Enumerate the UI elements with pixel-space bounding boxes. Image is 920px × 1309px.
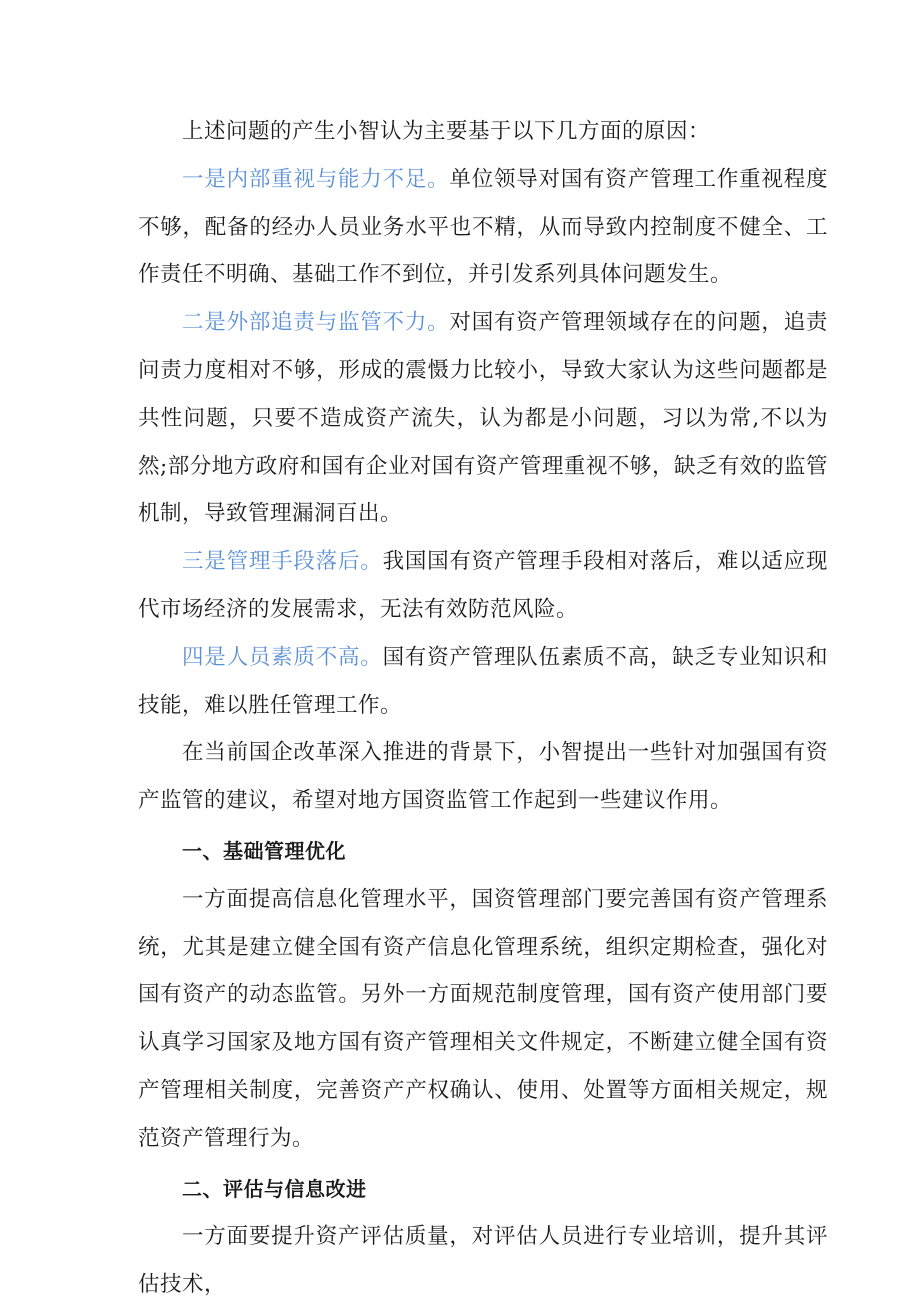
reason-text-4: 国有资产管理队伍素质不高，缺乏专业知识和技能，难以胜任管理工作。	[138, 644, 828, 718]
reason-paragraph-2	[138, 299, 828, 538]
section-2-heading: 二、评估与信息改进	[182, 1176, 367, 1201]
reason-lead-1: 一是内部重视与能力不足。	[182, 166, 450, 192]
intro-paragraph	[138, 108, 828, 156]
section-1-paragraph	[138, 876, 828, 1163]
document-body	[138, 108, 828, 1309]
reason-paragraph-4	[138, 634, 828, 730]
reason-lead-3: 三是管理手段落后。	[182, 549, 383, 575]
transition-paragraph	[138, 729, 828, 825]
reason-text-2: 对国有资产管理领域存在的问题，追责问责力度相对不够，形成的震慑力比较小，导致大家认为这些问题都是共性问题，只要不造成资产流失，认为都是小问题，习以为常,不以为然;部分地方政府和国有企业对国有资产管理重视不够，缺乏有效的监管机制，导致管理漏洞百出。	[138, 310, 828, 527]
reason-text-3: 我国国有资产管理手段相对落后，难以适应现代市场经济的发展需求，无法有效防范风险。	[138, 549, 828, 622]
transition-text: 在当前国企改革深入推进的背景下，小智提出一些针对加强国有资产监管的建议，希望对地方国资监管工作起到一些建议作用。	[138, 740, 828, 814]
reason-lead-2: 二是外部追责与监管不力。	[182, 310, 450, 336]
intro-text: 上述问题的产生小智认为主要基于以下几方面的原因：	[182, 119, 711, 144]
section-2-paragraph	[138, 1213, 828, 1309]
reason-lead-4: 四是人员素质不高。	[182, 644, 383, 670]
section-2-text: 一方面要提升资产评估质量，对评估人员进行专业培训，提升其评估技术，	[138, 1224, 828, 1298]
section-1-text: 一方面提高信息化管理水平，国资管理部门要完善国有资产管理系统，尤其是建立健全国有资产信息化管理系统，组织定期检查，强化对国有资产的动态监管。另外一方面规范制度管理，国有资产使用部门要认真学习国家及地方国有资产管理相关文件规定，不断建立健全国有资产管理相关制度，完善资产产权确认、使用、处置等方面相关规定，规范资产管理行为。	[138, 886, 828, 1151]
reason-text-1: 单位领导对国有资产管理工作重视程度不够，配备的经办人员业务水平也不精，从而导致内控制度不健全、工作责任不明确、基础工作不到位，并引发系列具体问题发生。	[138, 166, 828, 288]
section-1-heading: 一、基础管理优化	[182, 838, 346, 863]
reason-paragraph-1	[138, 156, 828, 299]
reason-paragraph-3	[138, 538, 828, 634]
